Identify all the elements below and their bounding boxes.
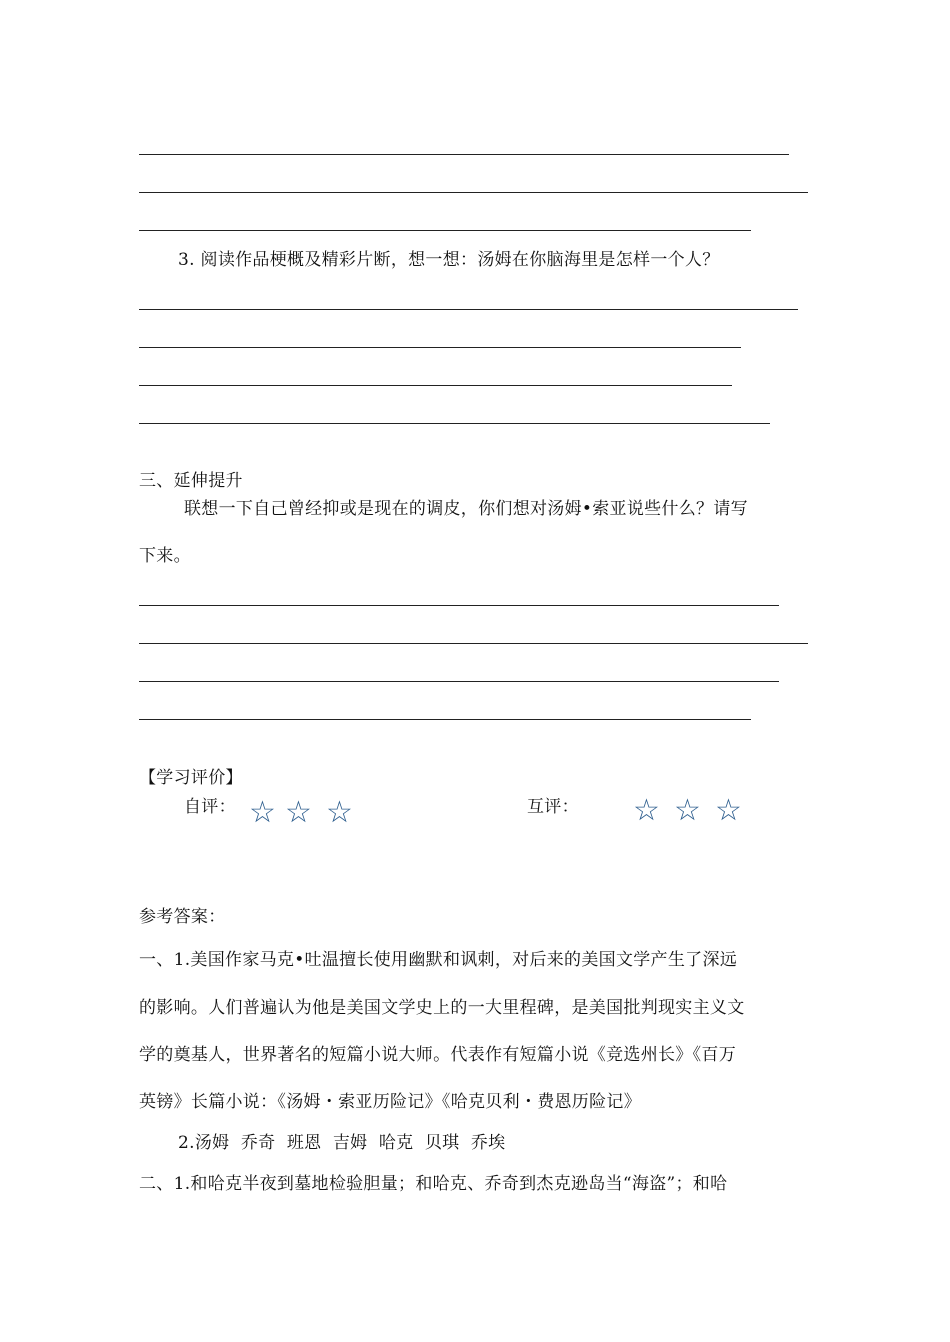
answer-line[interactable] — [139, 347, 741, 348]
answer-line[interactable] — [139, 154, 789, 155]
peer-star-1-icon[interactable]: ☆ — [633, 793, 660, 828]
section-3-heading: 三、延伸提升 — [139, 471, 243, 491]
answer-line[interactable] — [139, 605, 779, 606]
answer-1-line2: 的影响。人们普遍认为他是美国文学史上的一大里程碑，是美国批判现实主义文 — [139, 998, 745, 1018]
answer-line[interactable] — [139, 385, 732, 386]
answer-line[interactable] — [139, 192, 808, 193]
self-evaluation-label: 自评： — [184, 797, 236, 817]
answer-1-line4: 英镑》长篇小说：《汤姆・索亚历险记》《哈克贝利・费恩历险记》 — [139, 1092, 641, 1112]
question-3: 3. 阅读作品梗概及精彩片断，想一想：汤姆在你脑海里是怎样一个人？ — [178, 250, 720, 270]
self-star-1-icon[interactable]: ☆ — [249, 795, 276, 830]
peer-star-3-icon[interactable]: ☆ — [715, 793, 742, 828]
peer-evaluation-label: 互评： — [527, 797, 579, 817]
answer-line[interactable] — [139, 230, 751, 231]
answer-line[interactable] — [139, 423, 770, 424]
answer-1-line3: 学的奠基人，世界著名的短篇小说大师。代表作有短篇小说《竞选州长》《百万 — [139, 1045, 736, 1065]
peer-star-2-icon[interactable]: ☆ — [674, 793, 701, 828]
answer-line[interactable] — [139, 719, 751, 720]
answer-1-line1: 一、1.美国作家马克•吐温擅长使用幽默和讽刺，对后来的美国文学产生了深远 — [139, 950, 738, 970]
self-star-3-icon[interactable]: ☆ — [326, 795, 353, 830]
self-star-2-icon[interactable]: ☆ — [285, 795, 312, 830]
answer-2: 2.汤姆 乔奇 班恩 吉姆 哈克 贝琪 乔埃 — [178, 1133, 506, 1153]
answer-section-2-line1: 二、1.和哈克半夜到墓地检验胆量；和哈克、乔奇到杰克逊岛当“海盗”；和哈 — [139, 1174, 728, 1194]
section-3-prompt-line1: 联想一下自己曾经抑或是现在的调皮，你们想对汤姆•索亚说些什么？请写 — [184, 499, 748, 519]
answer-line[interactable] — [139, 309, 798, 310]
answer-line[interactable] — [139, 643, 808, 644]
section-3-prompt-line2: 下来。 — [139, 546, 191, 566]
answer-line[interactable] — [139, 681, 779, 682]
evaluation-heading: 【学习评价】 — [139, 768, 243, 788]
answers-heading: 参考答案： — [139, 907, 226, 927]
